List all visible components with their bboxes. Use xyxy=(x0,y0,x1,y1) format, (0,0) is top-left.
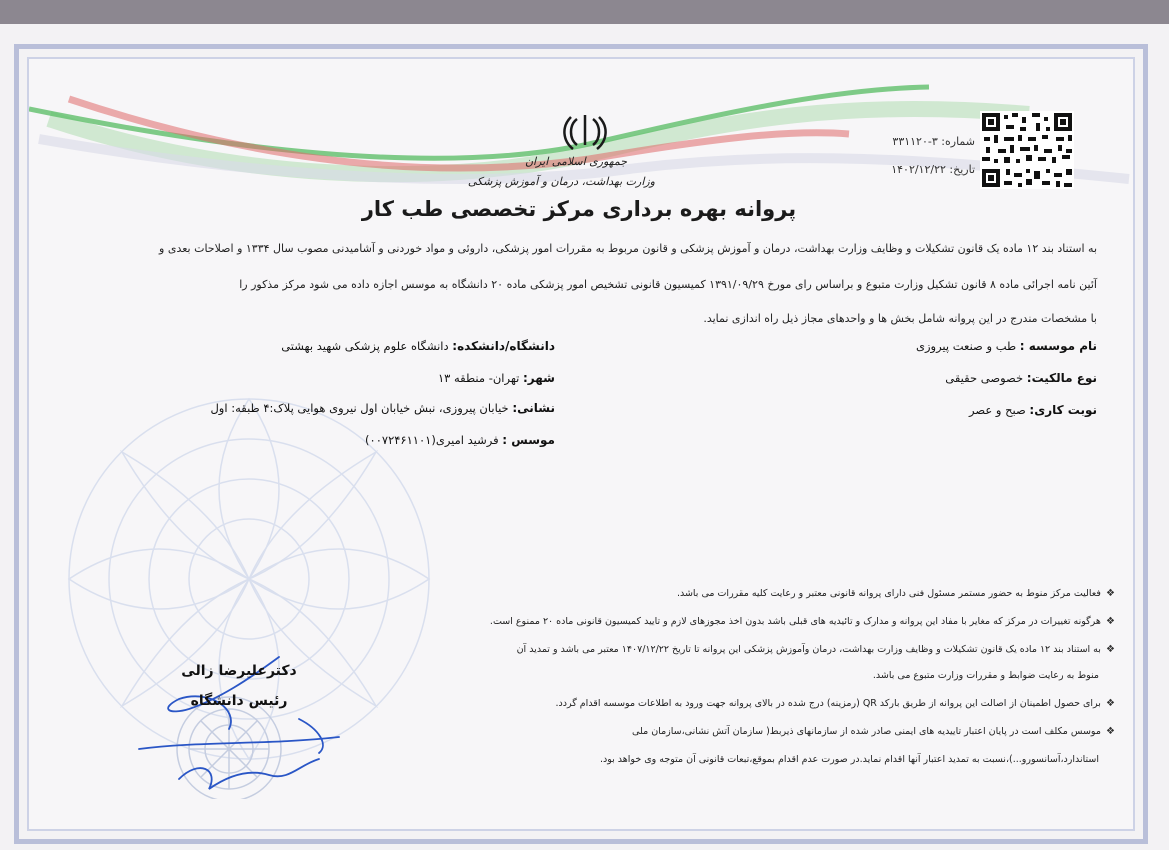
iran-emblem-icon xyxy=(561,111,609,153)
city-row xyxy=(179,371,555,385)
page-title: پروانه بهره برداری مرکز تخصصی طب کار xyxy=(361,197,797,221)
note-3 xyxy=(409,637,1115,656)
city-value: تهران- منطقه ۱۳ xyxy=(437,371,520,385)
date-label: تاریخ: xyxy=(949,163,975,176)
shift-value: صبح و عصر xyxy=(969,403,1026,417)
institution-value: طب و صنعت پیروزی xyxy=(915,339,1017,353)
date-value: ۱۴۰۲/۱۲/۲۲ xyxy=(891,163,946,176)
note-text: استاندارد،آسانسورو...)،نسبت به تمدید اعتبار آنها اقدام نماید.در صورت عدم اقدام بموقع،تبعات قانونی آن متوجه وی خواهد بود. xyxy=(599,754,1099,765)
certificate-body xyxy=(27,57,1135,831)
signer-role: رئیس دانشگاه xyxy=(190,693,288,709)
note-text: منوط به رعایت ضوابط و مقررات وزارت متبوع می باشد. xyxy=(872,670,1099,681)
note-4 xyxy=(409,691,1115,710)
bullet-icon: ❖ xyxy=(1106,644,1115,655)
license-date xyxy=(869,163,975,176)
note-text: فعالیت مرکز منوط به حضور مستمر مسئول فنی دارای پروانه قانونی معتبر و رعایت کلیه مقررات می باشد. xyxy=(676,588,1101,599)
intro-line-1: به استناد بند ۱۲ ماده یک قانون تشکیلات و وظایف وزارت بهداشت، درمان و آموزش پزشکی و قانون مربوط به مقررات امور پزشکی، داروئی و مواد خوردنی و آشامیدنی مصوب سال ۱۳۳۴ و اصلاحات بعدی و xyxy=(159,242,1097,255)
founder-label: موسس : xyxy=(502,433,555,447)
bullet-icon: ❖ xyxy=(1106,698,1115,709)
number-value: ۳-۳۳۱۱۲۰ xyxy=(892,135,938,148)
institution-label: نام موسسه : xyxy=(1019,339,1097,353)
note-5-continued xyxy=(409,747,1099,766)
institution-row xyxy=(749,339,1097,353)
address-label: نشانی: xyxy=(512,401,555,415)
bullet-icon: ❖ xyxy=(1106,616,1115,627)
certificate-border xyxy=(14,44,1148,844)
note-text: برای حصول اطمینان از اصالت این پروانه از طریق بارکد QR (رمزینه) درج شده در بالای پروانه جهت ورود به اطلاعات موسسه اقدام گردد. xyxy=(555,698,1101,709)
emblem-line-2: وزارت بهداشت، درمان و آموزش پزشکی xyxy=(467,175,655,188)
certificate-paper xyxy=(0,24,1169,850)
note-2 xyxy=(409,609,1115,628)
note-text: هرگونه تغییرات در مرکز که مغایر با مفاد این پروانه و مدارک و تائیدیه های قبلی باشد بدون اخذ مجوزهای لازم و تایید کمیسیون قانونی ماده ۲۰ ممنوع است. xyxy=(489,616,1101,627)
bullet-icon: ❖ xyxy=(1106,588,1115,599)
note-text: به استناد بند ۱۲ ماده یک قانون تشکیلات و وظایف وزارت بهداشت، درمان وآموزش پزشکی این پروانه تا تاریخ ۱۴۰۷/۱۲/۲۲ معتبر می باشد و تمدید آن xyxy=(516,644,1101,655)
bullet-icon: ❖ xyxy=(1106,726,1115,737)
founder-value: فرشید امیری(۰۰۷۲۴۶۱۱۰۱) xyxy=(365,433,499,447)
note-1 xyxy=(449,581,1115,600)
note-5 xyxy=(409,719,1115,738)
founder-row xyxy=(179,433,555,447)
ownership-row xyxy=(749,371,1097,385)
shift-row xyxy=(749,403,1097,417)
number-label: شماره: xyxy=(941,135,975,148)
note-text: موسس مکلف است در پایان اعتبار تاییدیه های ایمنی صادر شده از سازمانهای ذیربط( سازمان آتش نشانی،سازمان ملی xyxy=(632,726,1101,737)
signer-name: دکترعلیرضا زالی xyxy=(181,663,297,679)
qr-code xyxy=(980,111,1074,189)
address-value: خیابان پیروزی، نبش خیابان اول نیروی هوایی پلاک:۴ طبقه: اول xyxy=(210,401,509,415)
license-number xyxy=(889,135,975,148)
ownership-label: نوع مالکیت: xyxy=(1026,371,1097,385)
university-value: دانشگاه علوم پزشکی شهید بهشتی xyxy=(281,339,449,353)
intro-line-2: آئین نامه اجرائی ماده ۸ قانون تشکیل وزارت متبوع و براساس رای مورخ ۱۳۹۱/۰۹/۲۹ کمیسیون قانونی تشخیص امور پزشکی ماده ۲۰ دانشگاه به موسس اجازه داده می شود مرکز مذکور را xyxy=(239,278,1097,291)
ownership-value: خصوصی حقیقی xyxy=(945,371,1024,385)
address-row xyxy=(179,401,555,415)
note-3-continued xyxy=(409,663,1099,682)
intro-line-3: با مشخصات مندرج در این پروانه شامل بخش ها و واحدهای مجاز ذیل راه اندازی نماید. xyxy=(703,312,1097,325)
university-label: دانشگاه/دانشکده: xyxy=(452,339,555,353)
city-label: شهر: xyxy=(523,371,555,385)
emblem-line-1: جمهوری اسلامی ایران xyxy=(524,155,627,168)
shift-label: نوبت کاری: xyxy=(1029,403,1097,417)
university-row xyxy=(179,339,555,353)
